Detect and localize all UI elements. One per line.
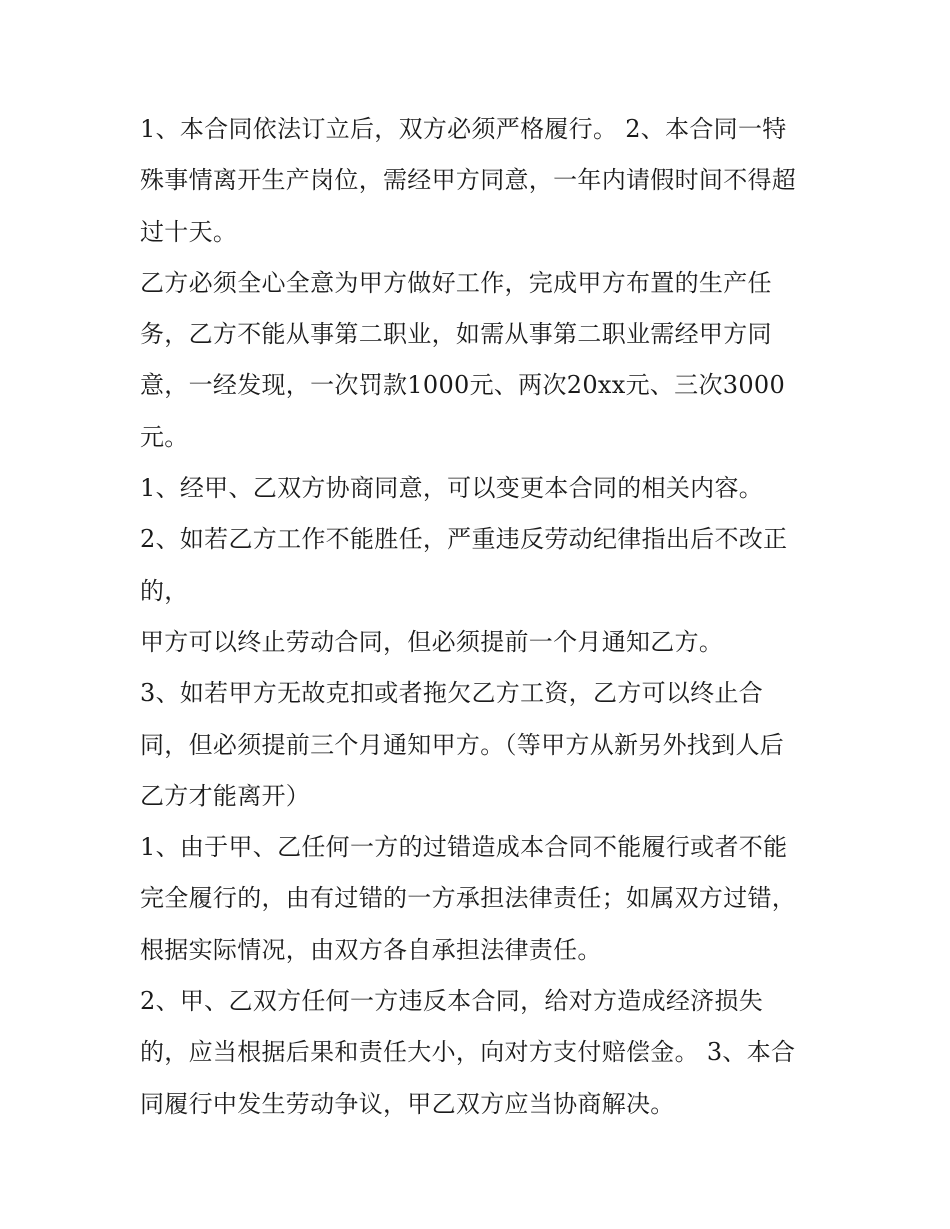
text-line: 根据实际情况，由双方各自承担法律责任。 (140, 935, 602, 964)
text-line: 同，但必须提前三个月通知甲方。（等甲方从新另外找到人后 (140, 730, 785, 759)
text-line: 务，乙方不能从事第二职业，如需从事第二职业需经甲方同 (140, 320, 772, 349)
text-line: 2、甲、乙双方任何一方违反本合同，给对方造成经济损失 (140, 987, 764, 1016)
text-line: 1、由于甲、乙任何一方的过错造成本合同不能履行或者不能 (140, 833, 788, 862)
text-line: 殊事情离开生产岗位，需经甲方同意，一年内请假时间不得超 (140, 166, 797, 195)
text-line: 的，应当根据后果和责任大小，向对方支付赔偿金。 3、本合 (140, 1038, 796, 1067)
text-line: 元。 (140, 422, 189, 451)
text-line: 1、本合同依法订立后，双方必须严格履行。 2、本合同一特 (140, 115, 787, 143)
text-line: 乙方必须全心全意为甲方做好工作，完成甲方布置的生产任 (140, 268, 772, 297)
text-line: 3、如若甲方无故克扣或者拖欠乙方工资，乙方可以终止合 (140, 679, 764, 708)
text-line: 2、如若乙方工作不能胜任，严重违反劳动纪律指出后不改正 (140, 525, 788, 554)
text-line: 完全履行的，由有过错的一方承担法律责任；如属双方过错， (140, 884, 797, 913)
text-line: 甲方可以终止劳动合同，但必须提前一个月通知乙方。 (140, 627, 724, 656)
text-line: 的， (140, 576, 189, 605)
text-line: 意，一经发现，一次罚款1000元、两次20xx元、三次3000 (140, 371, 786, 400)
text-line: 乙方才能离开） (140, 781, 311, 810)
contract-text (140, 104, 830, 1130)
text-line: 同履行中发生劳动争议，甲乙双方应当协商解决。 (140, 1089, 675, 1118)
text-line: 1、经甲、乙双方协商同意，可以变更本合同的相关内容。 (140, 474, 764, 503)
text-line: 过十天。 (140, 217, 238, 246)
